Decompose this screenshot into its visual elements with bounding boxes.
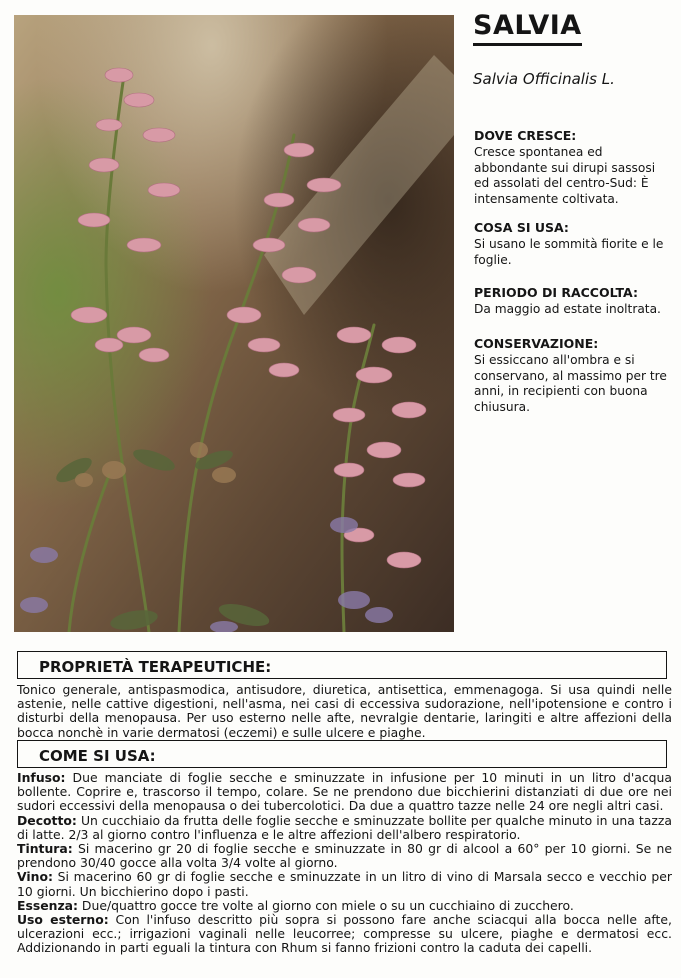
item-text: Con l'infuso descritto più sopra si possono fare anche sciacqui alla bocca nelle afte, ulcerazioni ecc.; irrigazioni vaginali nelle leucorree; compresse su ulcere, piaghe e dermatosi ecc. Addizionando in parti eguali la tintura con Rhum si fanno frizioni contro la caduta dei capelli. [17,912,672,956]
info-periodo-raccolta [474,285,670,318]
item-text: Due/quattro gocce tre volte al giorno con miele o su un cucchiaino di zucchero. [81,897,574,913]
come-si-usa-list [17,771,672,956]
page-title: SALVIA [473,10,582,46]
item-label: Infuso: [17,770,66,785]
item-label: Essenza: [17,897,78,913]
info-cosa-si-usa [474,220,670,268]
item-text: Un cucchiaio da frutta delle foglie secche e sminuzzate bollite per qualche minuto in una tazza di latte. 2/3 al giorno contro l'influenza e le altre affezioni dell'albero respiratorio. [17,812,672,842]
list-item-tintura [17,842,672,870]
latin-name: Salvia Officinalis L. [473,70,615,88]
section-heading-come-si-usa: COME SI USA: [17,740,667,768]
item-text: Due manciate di foglie secche e sminuzzate in infusione per 10 minuti in un litro d'acqua bollente. Coprire e, trascorso il tempo, colare. Se ne prendono due bicchierini distanziati di due ore nei sudori eccessivi della menopausa o dei tubercolotici. Da due a quattro tazze nelle 24 ore negli altri casi. [17,770,672,814]
item-text: Si macerino gr 20 di foglie secche e sminuzzate in 80 gr di alcool a 60° per 10 giorni. Se ne prendono 30/40 gocce alla volta 3/4 volte al giorno. [17,841,672,871]
item-text: Si macerino 60 gr di foglie secche e sminuzzate in un litro di vino di Marsala secco e vecchio per 10 giorni. Un bicchierino dopo i pasti. [17,869,672,899]
list-item-uso-esterno [17,913,672,956]
list-item-essenza [17,899,672,913]
sage-plant-photo [14,15,454,632]
info-text: Da maggio ad estate inoltrata. [474,302,661,316]
section-heading-proprieta: PROPRIETÀ TERAPEUTICHE: [17,651,667,679]
list-item-vino [17,870,672,898]
item-label: Decotto: [17,812,77,828]
list-item-decotto [17,814,672,842]
info-text: Si essiccano all'ombra e si conservano, al massimo per tre anni, in recipienti con buona chiusura. [474,353,667,414]
info-heading: PERIODO DI RACCOLTA: [474,285,638,300]
info-dove-cresce [474,128,670,207]
info-heading: COSA SI USA: [474,220,569,235]
item-label: Vino: [17,869,53,885]
info-text: Si usano le sommità fiorite e le foglie. [474,237,664,267]
list-item-infuso [17,771,672,814]
proprieta-text: Tonico generale, antispasmodica, antisudore, diuretica, antisettica, emmenagoga. Si usa quindi nelle astenie, nelle cattive digestioni, nell'asma, nei casi di eccessiva sudorazione, nell'ipotensione e contro i disturbi della menopausa. Per uso esterno nelle afte, nevralgie dentarie, laringiti e altre affezioni della bocca nonchè in varie dermatosi (eczemi) e sulle ulcere e piaghe. [17,682,672,740]
info-conservazione [474,336,670,415]
item-label: Uso esterno: [17,912,109,928]
info-heading: CONSERVAZIONE: [474,336,599,351]
item-label: Tintura: [17,841,73,857]
info-heading: DOVE CRESCE: [474,128,577,143]
info-text: Cresce spontanea ed abbondante sui dirupi sassosi ed assolati del centro-Sud: È intensamente coltivata. [474,145,656,206]
